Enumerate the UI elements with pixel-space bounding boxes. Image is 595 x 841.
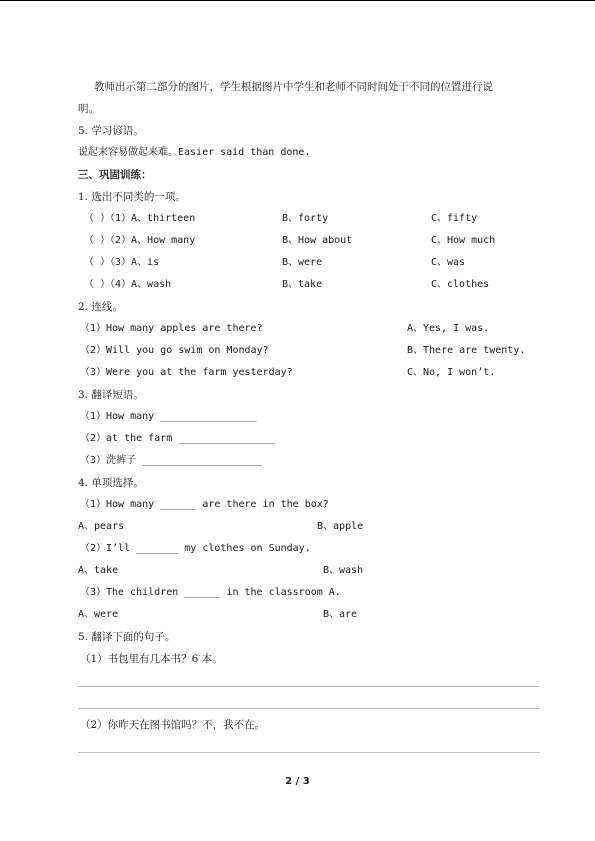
q3-item-3: （3）洗裤子 ____________________ bbox=[80, 455, 263, 466]
q1-row-3-c: C、was bbox=[431, 257, 466, 268]
page-top-border bbox=[0, 0, 595, 1]
q1-row-2-b: B、How about bbox=[282, 235, 353, 246]
q1-row-1-c: C、fifty bbox=[431, 213, 478, 224]
page-number: 2 / 3 bbox=[285, 776, 310, 787]
q1-row-2-c: C、How much bbox=[431, 235, 496, 246]
q2-right-3: C、No, I won’t. bbox=[407, 367, 496, 378]
q5-item-1: （1）书包里有几本书？6 本。 bbox=[80, 653, 223, 665]
q4-stem-1: （1）How many ______ are there in the box? bbox=[80, 499, 329, 510]
q4-stem-2: （2）I’ll _______ my clothes on Sunday. bbox=[80, 543, 311, 554]
q1-row-2-a: （ ）（2）A、How many bbox=[84, 235, 196, 246]
q2-right-1: A、Yes, I was. bbox=[407, 323, 490, 334]
q5-title: 5. 翻译下面的句子。 bbox=[78, 631, 176, 643]
q2-right-2: B、There are twenty. bbox=[407, 345, 526, 356]
q5-item-2: （2）你昨天在图书馆吗？不，我不在。 bbox=[80, 719, 266, 731]
q4-title: 4. 单项选择。 bbox=[78, 477, 144, 489]
q3-title: 3. 翻译短语。 bbox=[78, 389, 144, 401]
q2-left-3: （3）Were you at the farm yesterday? bbox=[80, 367, 293, 378]
q1-row-1-b: B、forty bbox=[282, 213, 329, 224]
q1-row-4-b: B、take bbox=[282, 279, 323, 290]
q4-option-2a: A、take bbox=[78, 565, 119, 576]
answer-line-1 bbox=[78, 686, 540, 687]
intro-line-2: 明。 bbox=[78, 103, 99, 115]
q1-row-3-b: B、were bbox=[282, 257, 323, 268]
answer-line-2 bbox=[78, 708, 540, 709]
q1-title: 1. 选出不同类的一项。 bbox=[78, 191, 186, 203]
q4-option-3b: B、are bbox=[323, 609, 358, 620]
q1-row-3-a: （ ）（3）A、is bbox=[84, 257, 160, 268]
q1-row-4-a: （ ）（4）A、wash bbox=[84, 279, 172, 290]
q2-left-2: （2）Will you go swim on Monday? bbox=[80, 345, 269, 356]
q4-option-1b: B、apple bbox=[317, 521, 364, 532]
q1-row-1-a: （ ）（1）A、thirteen bbox=[84, 213, 196, 224]
step5-heading: 5. 学习谚语。 bbox=[78, 125, 144, 137]
q4-option-1a: A、pears bbox=[78, 521, 125, 532]
intro-line-1: 教师出示第二部分的图片，学生根据图片中学生和老师不同时间处于不同的位置进行说 bbox=[94, 81, 493, 93]
q3-item-1: （1）How many ________________ bbox=[80, 411, 257, 422]
q1-row-4-c: C、clothes bbox=[431, 279, 490, 290]
answer-line-3 bbox=[78, 752, 540, 753]
proverb-text: 说起来容易做起来难。Easier said than done. bbox=[78, 147, 311, 158]
section3-title: 三、巩固训练： bbox=[78, 169, 152, 181]
q4-stem-3: （3）The children ______ in the classroom A. bbox=[80, 587, 341, 598]
q4-option-3a: A、were bbox=[78, 609, 119, 620]
q4-option-2b: B、wash bbox=[323, 565, 364, 576]
q2-title: 2. 连线。 bbox=[78, 301, 123, 313]
q2-left-1: （1）How many apples are there? bbox=[80, 323, 263, 334]
q3-item-2: （2）at the farm ________________ bbox=[80, 433, 275, 444]
